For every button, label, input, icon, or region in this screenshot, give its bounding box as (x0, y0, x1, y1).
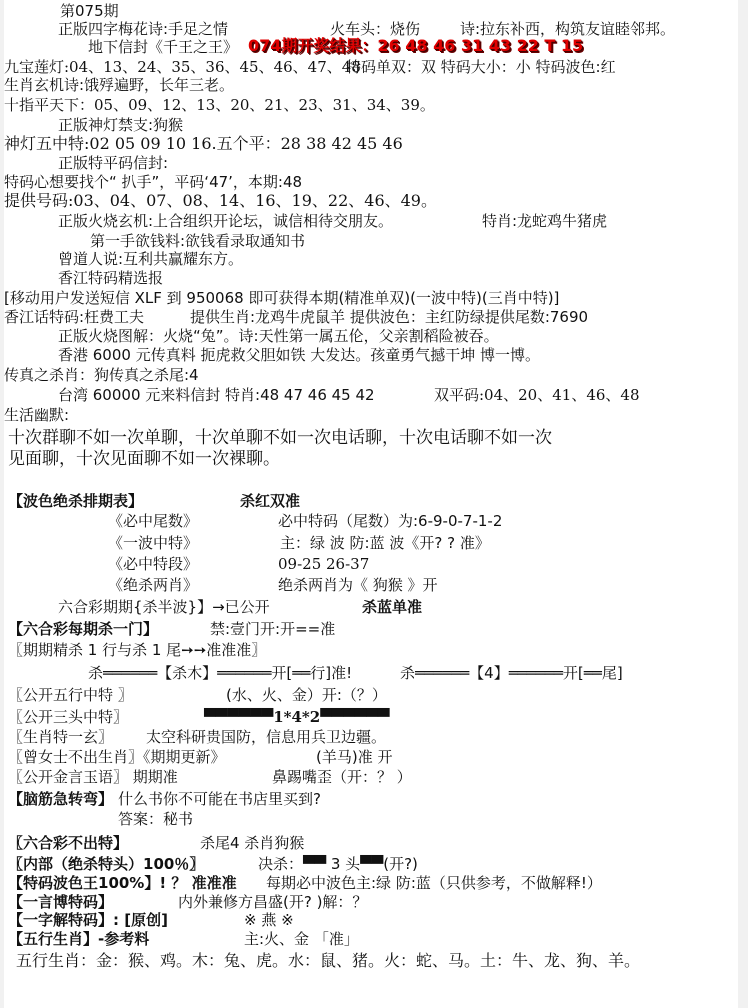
xiangjiang-hua: 香江话特码:枉费工夫 (4, 308, 145, 326)
special-zodiac: 特肖:龙蛇鸡牛猪虎 (482, 212, 608, 230)
zengnvshi-label: 〖曾女士不出生肖〗《期期更新》 (8, 748, 226, 766)
xiangjiang-title: 香江特码精选报 (58, 269, 164, 287)
yiyan-label: 【一言博特码】 (8, 893, 114, 911)
humor-line-1: 十次群聊不如一次单聊，十次单聊不如一次电话聊，十次电话聊不如一次 (8, 428, 552, 448)
jingsha-line: 〖期期精杀 1 行与杀 1 尾➙➙准准准〗 (8, 641, 267, 659)
santou-label: 〖公开三头中特〗 (8, 708, 129, 726)
table-value-3: 绝杀两肖为《 狗猴 》开 (278, 576, 438, 594)
zodiac-poem: 生肖玄机诗:饿殍遍野，长年三老。 (4, 76, 235, 94)
naojin-answer: 答案：秘书 (118, 810, 194, 828)
yizi-label: 【一字解特码】: [原创] (8, 911, 168, 929)
yiyan-right: 内外兼修方昌盛(开? )解：？ (178, 893, 368, 911)
xinxiang-line: 特码心想要找个“ 扒手”，平码‘47’，本期:48 (4, 173, 303, 191)
double-ping: 双平码:04、20、41、46、48 (434, 386, 640, 404)
provided-zodiac: 提供生肖:龙鸡牛虎鼠羊 提供波色：主红防绿提供尾数:7690 (190, 308, 589, 326)
banbo-right: 杀蓝单准 (362, 598, 423, 616)
huoshao-tujie: 正版火烧图解：火烧“兔”。诗:天性第一属五伦，父亲割稻险被吞。 (58, 327, 499, 345)
bose-wang-label: 【特码波色王100%】! ？ 准准准 (8, 874, 237, 892)
jiubao-lamp: 九宝莲灯:04、13、24、35、36、45、46、47、48 (4, 58, 361, 76)
underground-letter: 地下信封《千王之王》 (88, 38, 239, 56)
tepingma-letter: 正版特平码信封: (58, 154, 169, 172)
table-value-0: 必中特码（尾数）为:6-9-0-7-1-2 (278, 512, 503, 530)
neibu-right: 决杀：▀▀ 3 头▀▀(开?) (258, 855, 418, 873)
yizi-right: ※ 燕 ※ (244, 911, 294, 929)
train-head: 火车头：烧伤 (330, 20, 421, 38)
humor-title: 生活幽默: (4, 406, 70, 424)
huoshao-line: 正版火烧玄机:上合组织开论坛，诚信相待交朋友。 (58, 212, 394, 230)
wuxing-shengxiao-right: 主:火、金 「准」 (244, 930, 359, 948)
chuanzhen-line: 传真之杀肖：狗传真之杀尾:4 (4, 366, 199, 384)
wuxing-right: (水、火、金）开:（？） (226, 686, 387, 704)
issue-number: 第075期 (60, 2, 119, 20)
teyixuan-label: 〖生肖特一玄〗 (8, 728, 114, 746)
buchute-right: 杀尾4 杀肖狗猴 (200, 834, 305, 852)
sha-line-b: 杀══════【4】══════开[══尾] (400, 664, 623, 682)
neibu-label: 〖内部（绝杀特头）100％〗 (8, 855, 205, 873)
meiqi-label: 【六合彩每期杀一门】 (8, 620, 159, 638)
table-label-1: 《一波中特》 (108, 534, 199, 552)
tw-60000: 台湾 60000 元来料信封 特肖:48 47 46 45 42 (58, 386, 375, 404)
tema-attributes: 特码单双：双 特码大小：小 特码波色:红 (346, 58, 616, 76)
wuxing-shengxiao-label: 【五行生肖】-参考料 (8, 930, 150, 948)
banbo-line: 六合彩期期{杀半波}】→已公开 (58, 598, 270, 616)
sha-line-a: 杀══════【杀木】══════开[══行]准! (88, 664, 353, 682)
sms-line: [移动用户发送短信 XLF 到 950068 即可获得本期(精准单双)(一波中特)(三肖中特)] (4, 289, 560, 307)
jinyan-right: 鼻踢嘴歪（开：？ ） (272, 768, 412, 786)
bose-wang-right: 每期必中波色主:绿 防:蓝（只供参考，不做解释!） (266, 874, 602, 892)
table-title: 【波色绝杀排期表】 (8, 492, 144, 510)
first-hand-line: 第一手欲钱料:欲钱看录取通知书 (90, 232, 306, 250)
shendeng-ban: 正版神灯禁支:狗猴 (58, 116, 184, 134)
provided-numbers: 提供号码:03、04、07、08、14、16、19、22、46、49。 (4, 191, 437, 210)
zengnvshi-right: (羊马)准 开 (316, 748, 393, 766)
table-title-right: 杀红双准 (240, 492, 301, 510)
meiqi-right: 禁:壹门开:开==准 (210, 620, 336, 638)
plum-poem: 正版四字梅花诗:手足之情 (58, 20, 229, 38)
table-label-0: 《必中尾数》 (108, 512, 199, 530)
table-label-2: 《必中特段》 (108, 555, 199, 573)
draw-result: 074期开奖结果：26 48 46 31 43 22 T 15 (248, 36, 584, 55)
humor-line-2: 见面聊，十次见面聊不如一次裸聊。 (8, 449, 280, 469)
wuxing-label: 〖公开五行中特 〗 (8, 686, 133, 704)
table-value-1: 主：绿 波 防:蓝 波《开? ? 准》 (280, 534, 490, 552)
buchute-label: 〖六合彩不出特】 (8, 834, 129, 852)
table-value-2: 09-25 26-37 (278, 555, 370, 573)
jinyan-label: 〖公开金言玉语〗 期期准 (8, 768, 178, 786)
shendeng-five: 神灯五中特:02 05 09 10 16.五个平：28 38 42 45 46 (4, 134, 403, 153)
wuxing-zodiac-list: 五行生肖：金：猴、鸡。木：兔、虎。水：鼠、猪。火：蛇、马。土：牛、龙、狗、羊。 (16, 951, 641, 970)
scrollbar-track[interactable] (738, 0, 748, 1008)
santou-right: ▀▀▀▀▀▀1*4*2▀▀▀▀▀▀ (204, 708, 390, 726)
zengdao-line: 曾道人说:互利共赢耀东方。 (58, 250, 244, 268)
hk-6000: 香港 6000 元传真料 扼虎救父胆如铁 大发达。孩童勇气撼干坤 博一博。 (58, 346, 541, 364)
poem: 诗:拉东补西，构筑友谊睦邻邦。 (460, 20, 676, 38)
teyixuan-right: 太空科研贵国防，信息用兵卫边疆。 (146, 728, 387, 746)
table-label-3: 《绝杀两肖》 (108, 576, 199, 594)
shizhi-line: 十指平天下：05、09、12、13、20、21、23、31、34、39。 (4, 96, 435, 114)
naojin-label: 【脑筋急转弯】 (8, 790, 114, 808)
naojin-question: 什么书你不可能在书店里买到? (118, 790, 321, 808)
